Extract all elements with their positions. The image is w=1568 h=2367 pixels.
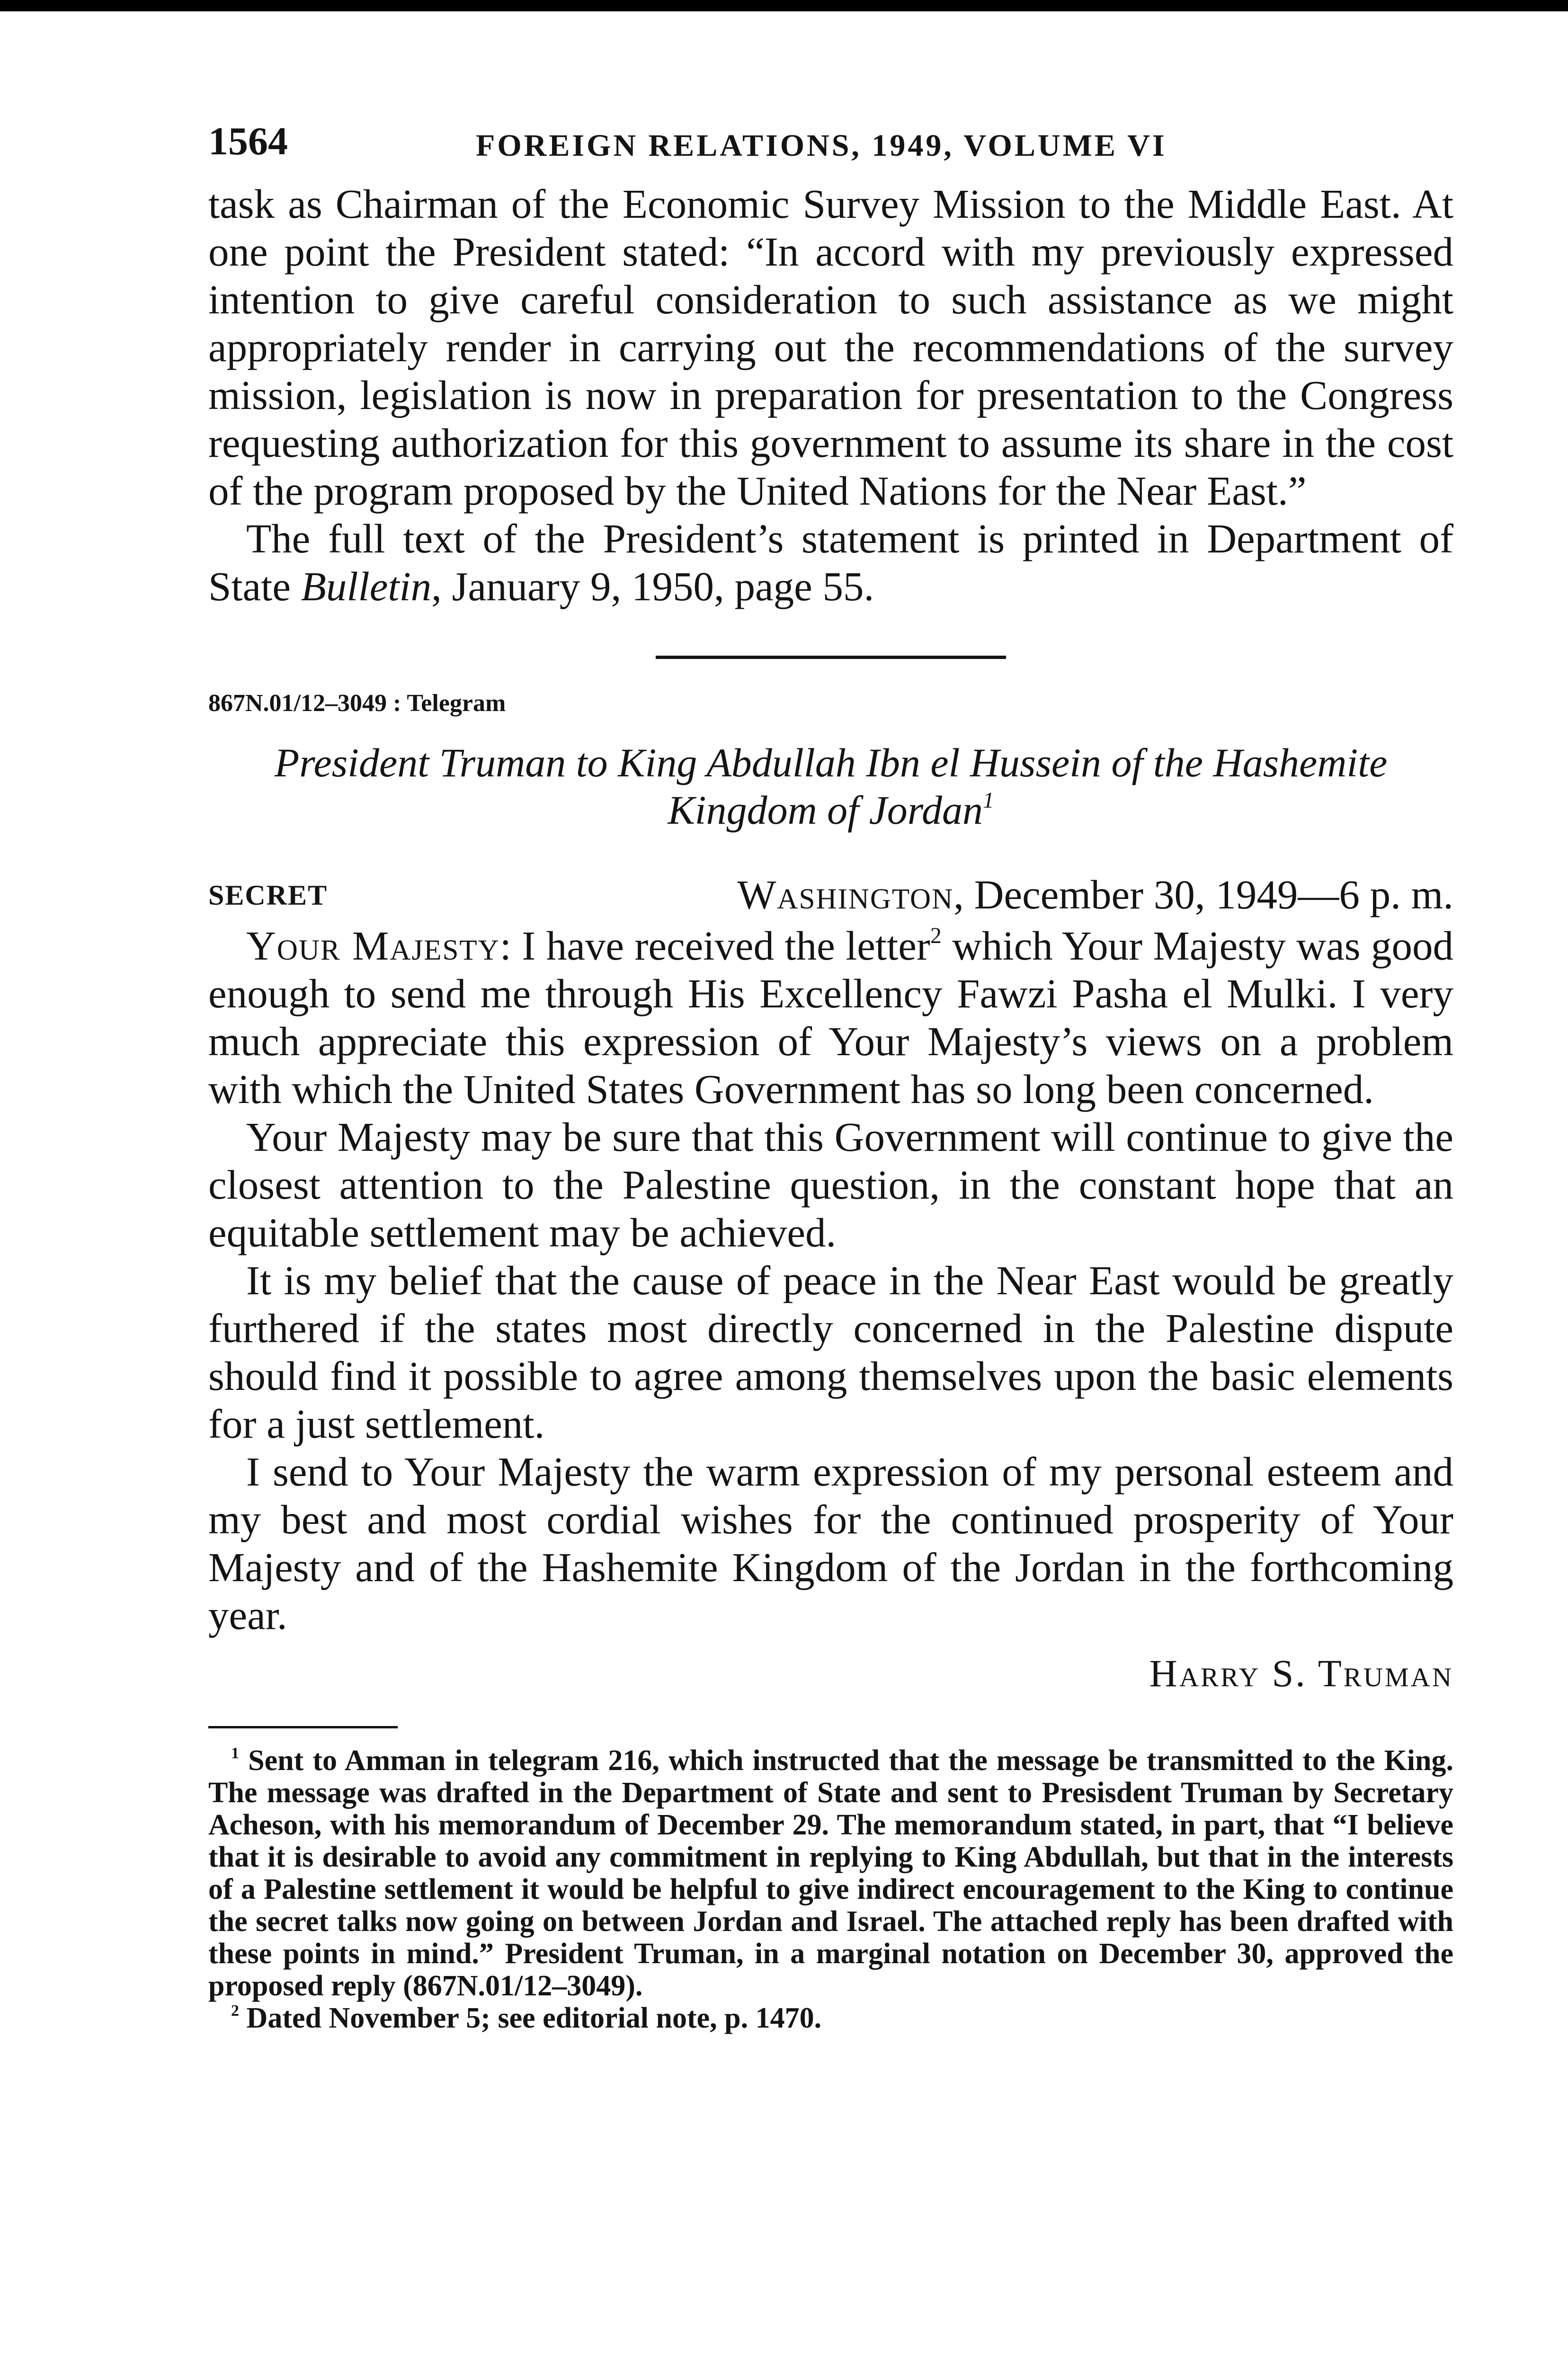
footnote-2-mark: 2 [231, 2002, 240, 2020]
section-separator [656, 656, 1006, 659]
footnote-rule [208, 1726, 398, 1728]
running-header [208, 118, 1453, 180]
running-title: FOREIGN RELATIONS, 1949, VOLUME VI [476, 128, 1167, 163]
footnote-2-text: Dated November 5; see editorial note, p. 1470. [246, 2002, 822, 2034]
bulletin-ref-text-a: The full text of the President’s statement is printed in Department of State [208, 516, 1453, 609]
document-title [208, 739, 1453, 834]
footnote-1-text: Sent to Amman in telegram 216, which instructed that the message be transmitted to the King. The message was drafted in the Department of State and sent to Presisdent Truman by Secretary Acheson, with his memorandum of December 29. The memorandum stated, in part, that “I believe that it is desirable to avoid any commitment in replying to King Abdullah, but that in the interests of a Palestine settlement it would be helpful to give indirect encouragement to the King to continue the secret talks now going on between Jordan and Israel. The attached reply has been drafted with these points in mind.” President Truman, in a marginal notation on December 30, approved the proposed reply (867N.01/12–3049). [208, 1744, 1454, 2002]
page [208, 118, 1453, 2034]
letter-paragraph-1 [208, 922, 1453, 1113]
dateline [208, 871, 1453, 922]
footnote-ref-1: 1 [983, 788, 994, 813]
letter-paragraph-3: It is my belief that the cause of peace in the Near East would be greatly furthered if the states most directly concerned in the Palestine dispute should find it possible to agree among themselves upon the basic elements for a just settlement. [208, 1257, 1453, 1447]
page-number: 1564 [208, 119, 288, 163]
bulletin-reference-paragraph [208, 515, 1453, 610]
footnote-1 [208, 1744, 1453, 2002]
footnote-ref-2: 2 [930, 923, 942, 949]
letter-paragraph-4: I send to Your Majesty the warm expression of my personal esteem and my best and most cordial wishes for the continued prosperity of Your Majesty and of the Hashemite Kingdom of the Jordan in the forthcoming year. [208, 1449, 1453, 1638]
letter-p1-start: : I have received the letter [499, 923, 930, 969]
place-name: Washington [737, 872, 954, 917]
document-title-text: President Truman to King Abdullah Ibn el Hussein of the Hashemite Kingdom of Jordan [274, 740, 1388, 833]
letter-paragraph-2: Your Majesty may be sure that this Government will continue to give the closest attention to the Palestine question, in the constant hope that an equitable settlement may be achieved. [208, 1114, 1453, 1255]
place-and-date [737, 871, 1453, 918]
scan-top-edge [0, 0, 1568, 11]
signature: Harry S. Truman [1149, 1652, 1453, 1695]
document-file-id: 867N.01/12–3049 : Telegram [208, 690, 506, 717]
letter-p1-rest: which Your Majesty was good enough to send me through His Excellency Fawzi Pasha el Mulki. I very much appreciate this expression of Your Majesty’s views on a problem with which the United States Government has so long been concerned. [208, 923, 1453, 1112]
classification-label: SECRET [208, 880, 328, 911]
footnote-1-mark: 1 [231, 1744, 240, 1762]
bulletin-ref-text-b: , January 9, 1950, page 55. [431, 563, 874, 609]
salutation: Your Majesty [246, 923, 500, 969]
continuation-paragraph: task as Chairman of the Economic Survey Mission to the Middle East. At one point the President stated: “In accord with my previously expressed intention to give careful consideration to such assistance as we might appropriately render in carrying out the recommendations of the survey mission, legislation is now in preparation for presentation to the Congress requesting authorization for this government to assume its share in the cost of the program proposed by the United Nations for the Near East.” [208, 181, 1453, 514]
date-text: , December 30, 1949—6 p. m. [953, 872, 1453, 917]
bulletin-ref-italic: Bulletin [301, 563, 432, 609]
footnote-2 [208, 2002, 1453, 2034]
